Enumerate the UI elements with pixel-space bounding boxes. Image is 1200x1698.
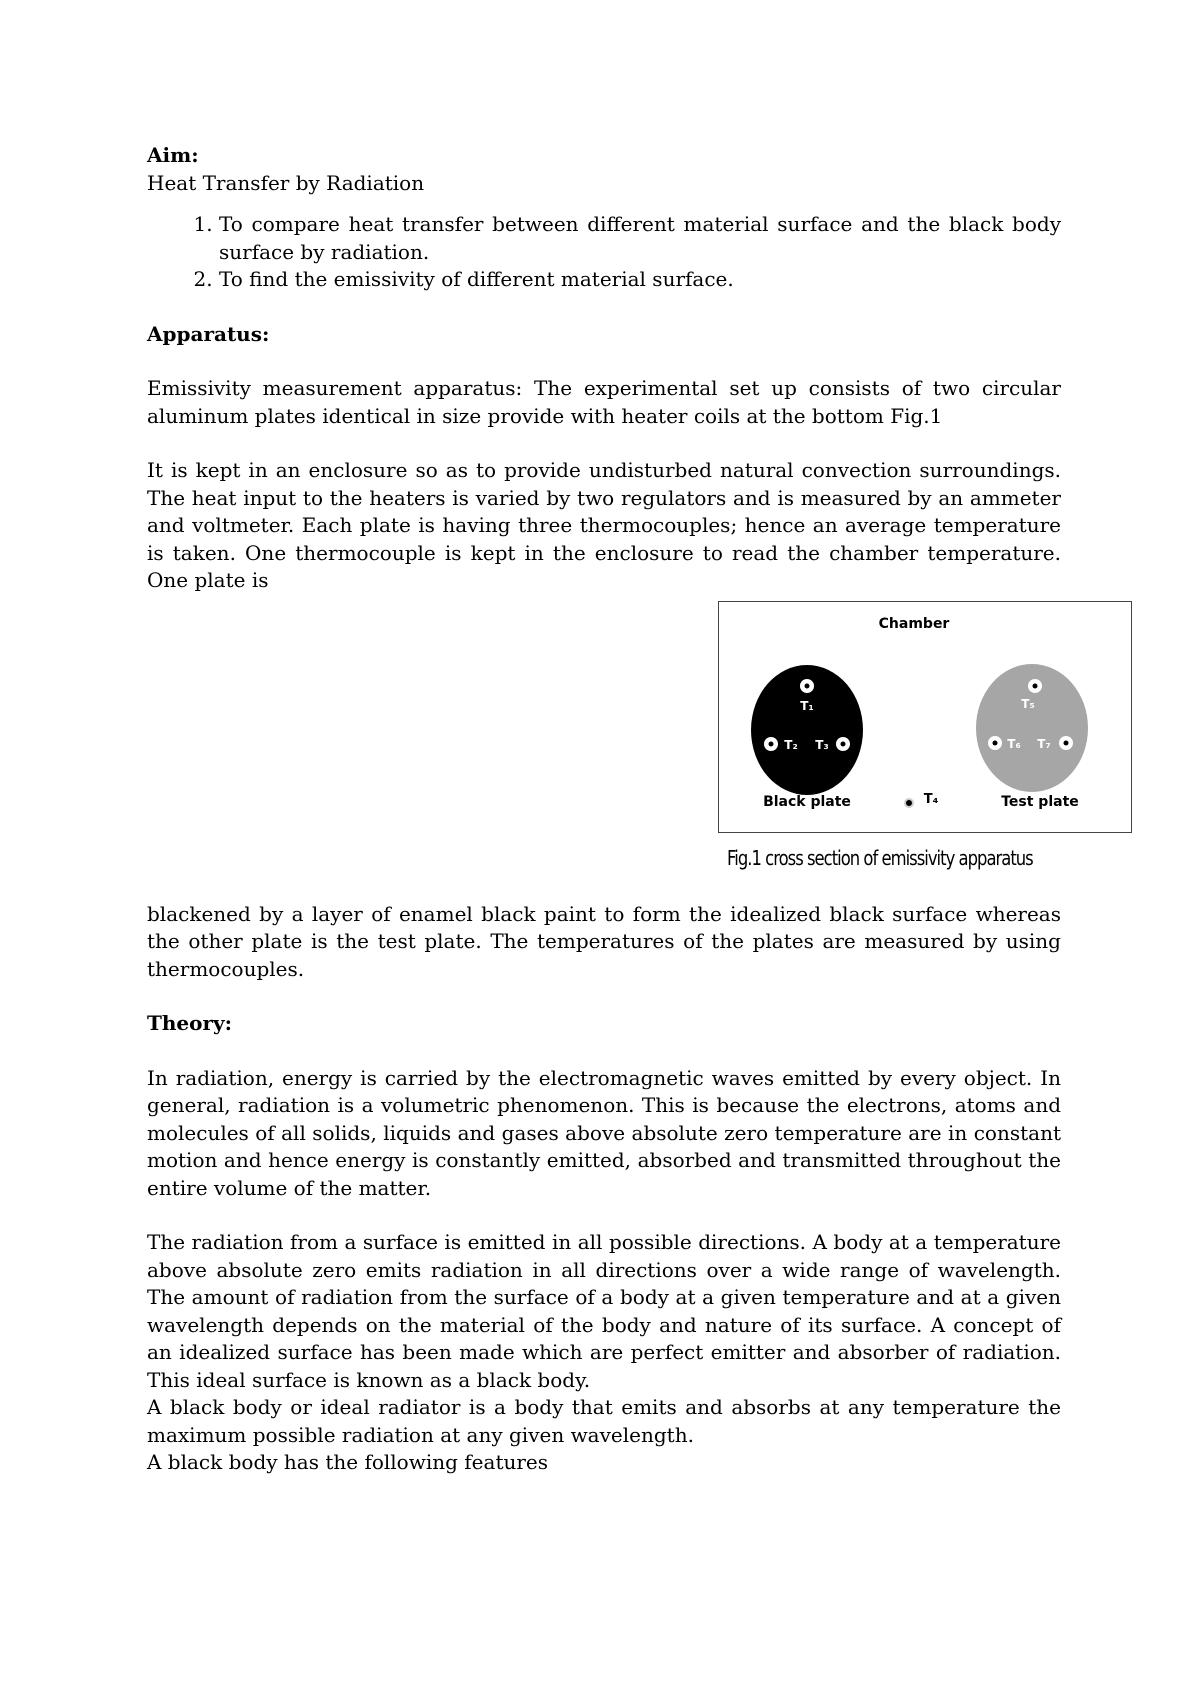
theory-paragraph-1: In radiation, energy is carried by the electromagnetic waves emitted by every object. In general, radiation is a volumetric phenomenon. This is because the electrons, atoms and molecules of all solids, liquids and gases above absolute zero temperature are in constant motion and hence energy is constantly emitted, absorbed and transmitted throughout the entire volume of the matter.: [147, 1065, 1061, 1200]
aim-title: Heat Transfer by Radiation: [147, 170, 425, 195]
aim-item-1: 1. To compare heat transfer between different material surface and the black body surface by radiation.: [219, 211, 1061, 266]
test-plate-label: Test plate: [1001, 793, 1079, 810]
emissivity-apparatus-diagram: [718, 601, 1132, 833]
t2-label: T₂: [784, 737, 798, 752]
theory-heading: Theory:: [147, 1011, 233, 1035]
thermocouple-t4: [905, 799, 913, 807]
aim-item-2: 2. To find the emissivity of different material surface.: [219, 266, 1061, 294]
theory-paragraph-4: A black body has the following features: [147, 1450, 549, 1474]
black-plate-label: Black plate: [763, 793, 851, 810]
apparatus-heading: Apparatus:: [147, 321, 270, 346]
theory-paragraph-3: A black body or ideal radiator is a body that emits and absorbs at any temperature the maximum possible radiation at any given wavelength.: [147, 1395, 1061, 1447]
document-page: [147, 142, 1079, 1477]
apparatus-paragraph-2: It is kept in an enclosure so as to provide undisturbed natural convection surroundings. The heat input to the heaters is varied by two regulators and is measured by an ammeter and voltmeter. Each plate is having three thermocouples; hence an average temperature is taken. One thermocouple is kept in the enclosure to read the chamber temperature. One plate is: [147, 458, 1061, 592]
t1-label: T₁: [800, 698, 814, 713]
t6-label: T₆: [1007, 736, 1021, 751]
figure-1: [147, 601, 1079, 901]
aim-list: [147, 211, 1061, 294]
t4-label: T₄: [923, 791, 939, 807]
t5-label: T₅: [1021, 696, 1035, 711]
aim-heading: Aim:: [147, 143, 199, 167]
t7-label: T₇: [1037, 736, 1051, 751]
apparatus-paragraph-3: blackened by a layer of enamel black paint to form the idealized black surface whereas the other plate is the test plate. The temperatures of the plates are measured by using thermocouples.: [147, 901, 1061, 981]
apparatus-paragraph-1: Emissivity measurement apparatus: The experimental set up consists of two circular aluminum plates identical in size provide with heater coils at the bottom Fig.1: [147, 376, 1061, 428]
chamber-label: Chamber: [878, 615, 950, 632]
t3-label: T₃: [815, 737, 829, 752]
figure-caption: Fig.1 cross section of emissivity apparatus: [727, 845, 1033, 870]
theory-paragraph-2: The radiation from a surface is emitted in all possible directions. A body at a temperature above absolute zero emits radiation in all directions over a wide range of wavelength. The amount of radiation from the surface of a body at a given temperature and at a given wavelength depends on the material of the body and nature of its surface. A concept of an idealized surface has been made which are perfect emitter and absorber of radiation. This ideal surface is known as a black body.: [147, 1230, 1061, 1392]
